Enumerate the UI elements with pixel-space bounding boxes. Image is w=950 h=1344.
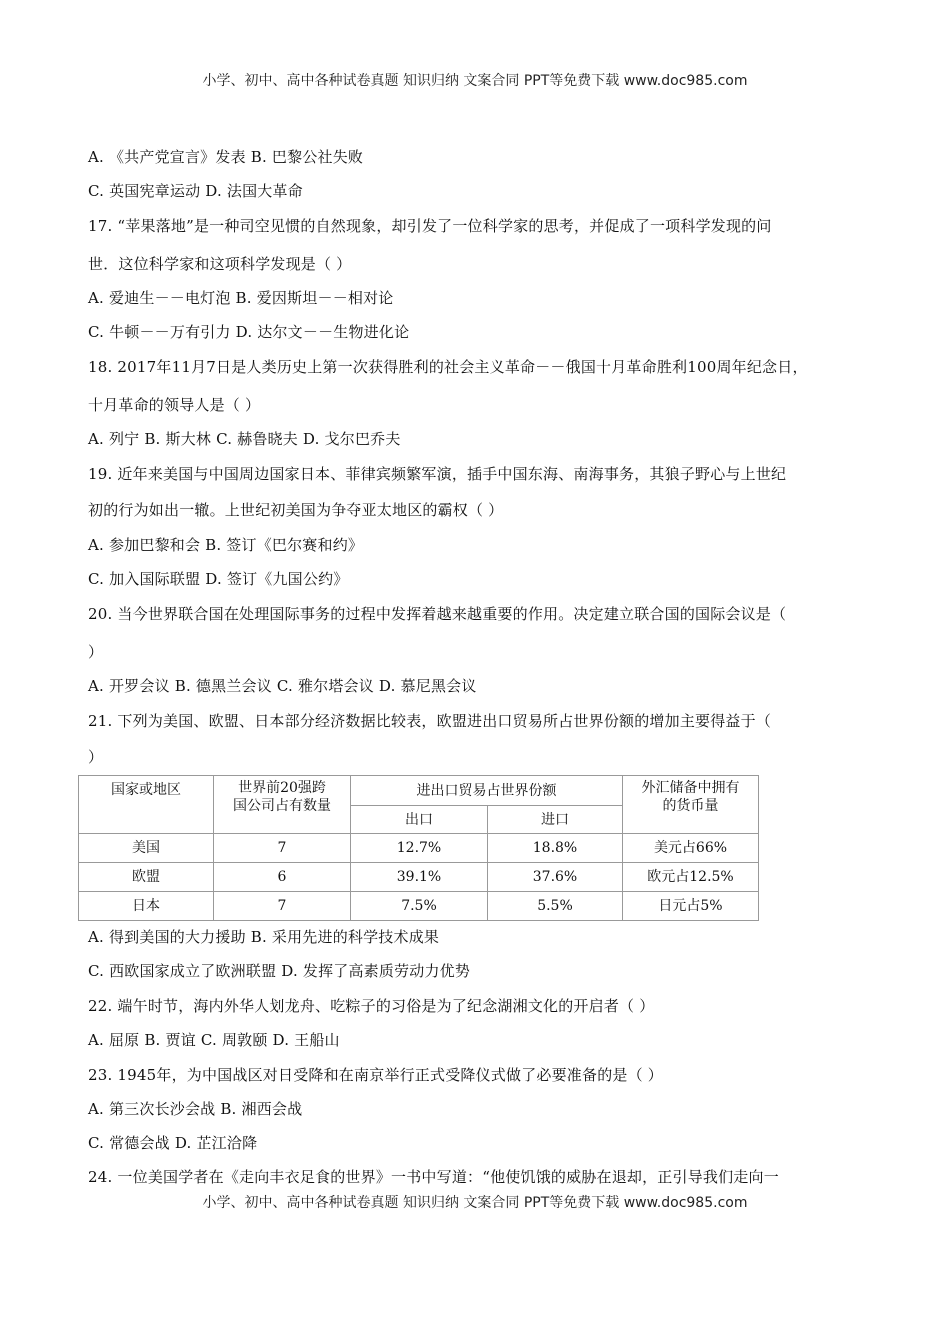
question-17: 17. “苹果落地”是一种司空见惯的自然现象，却引发了一位科学家的思考，并促成了一项科学发现的问 [88, 217, 772, 235]
header-reserve: 外汇储备中拥有 的货币量 [623, 776, 759, 834]
option-line: A. 屈原 B. 贾谊 C. 周敦颐 D. 王船山 [88, 1031, 340, 1049]
cell-region: 美国 [79, 834, 214, 863]
option-line: A. 列宁 B. 斯大林 C. 赫鲁晓夫 D. 戈尔巴乔夫 [88, 430, 401, 448]
cell-import: 5.5% [488, 892, 623, 921]
question-21-cont: ） [88, 748, 104, 766]
table-header-row [79, 776, 759, 806]
cell-companies: 6 [214, 863, 351, 892]
option-line: C. 常德会战 D. 芷江洽降 [88, 1134, 258, 1152]
page-footer: 小学、初中、高中各种试卷真题 知识归纳 文案合同 PPT等免费下载 www.doc985.com [202, 1195, 748, 1211]
question-20: 20. 当今世界联合国在处理国际事务的过程中发挥着越来越重要的作用。决定建立联合国的国际会议是（ [88, 605, 787, 623]
economic-data-table [78, 775, 759, 921]
option-line: A. 第三次长沙会战 B. 湘西会战 [88, 1100, 303, 1118]
page-header: 小学、初中、高中各种试卷真题 知识归纳 文案合同 PPT等免费下载 www.doc985.com [202, 73, 748, 89]
option-line: A. 开罗会议 B. 德黑兰会议 C. 雅尔塔会议 D. 慕尼黑会议 [88, 677, 477, 695]
question-19-cont: 初的行为如出一辙。上世纪初美国为争夺亚太地区的霸权（ ） [88, 501, 504, 519]
question-20-cont: ） [88, 643, 104, 661]
header-import: 进口 [488, 806, 623, 834]
cell-export: 7.5% [351, 892, 488, 921]
option-line: C. 加入国际联盟 D. 签订《九国公约》 [88, 570, 349, 588]
option-line: A. 《共产党宣言》发表 B. 巴黎公社失败 [88, 148, 364, 166]
table-row [79, 834, 759, 863]
header-export: 出口 [351, 806, 488, 834]
cell-reserve: 欧元占12.5% [623, 863, 759, 892]
question-24: 24. 一位美国学者在《走向丰衣足食的世界》一书中写道：“他使饥饿的威胁在退却，正引导我们走向一 [88, 1168, 779, 1186]
option-line: C. 牛顿－－万有引力 D. 达尔文－－生物进化论 [88, 323, 410, 341]
header-region: 国家或地区 [79, 776, 214, 834]
cell-region: 欧盟 [79, 863, 214, 892]
question-22: 22. 端午时节，海内外华人划龙舟、吃粽子的习俗是为了纪念湖湘文化的开启者（ ） [88, 997, 655, 1015]
option-line: C. 英国宪章运动 D. 法国大革命 [88, 182, 303, 200]
question-18-cont: 十月革命的领导人是（ ） [88, 396, 261, 414]
option-line: A. 爱迪生－－电灯泡 B. 爱因斯坦－－相对论 [88, 289, 394, 307]
cell-import: 37.6% [488, 863, 623, 892]
option-line: A. 得到美国的大力援助 B. 采用先进的科学技术成果 [88, 928, 440, 946]
cell-export: 12.7% [351, 834, 488, 863]
question-21: 21. 下列为美国、欧盟、日本部分经济数据比较表，欧盟进出口贸易所占世界份额的增加主要得益于（ [88, 712, 772, 730]
cell-export: 39.1% [351, 863, 488, 892]
table-row [79, 863, 759, 892]
cell-companies: 7 [214, 892, 351, 921]
cell-companies: 7 [214, 834, 351, 863]
table-row [79, 892, 759, 921]
cell-import: 18.8% [488, 834, 623, 863]
question-23: 23. 1945年，为中国战区对日受降和在南京举行正式受降仪式做了必要准备的是（ ） [88, 1066, 663, 1084]
question-18: 18. 2017年11月7日是人类历史上第一次获得胜利的社会主义革命－－俄国十月革命胜利100周年纪念日， [88, 358, 808, 376]
cell-reserve: 美元占66% [623, 834, 759, 863]
cell-reserve: 日元占5% [623, 892, 759, 921]
header-trade-share: 进出口贸易占世界份额 [351, 776, 623, 806]
cell-region: 日本 [79, 892, 214, 921]
option-line: A. 参加巴黎和会 B. 签订《巴尔赛和约》 [88, 536, 364, 554]
question-17-cont: 世．这位科学家和这项科学发现是（ ） [88, 255, 352, 273]
option-line: C. 西欧国家成立了欧洲联盟 D. 发挥了高素质劳动力优势 [88, 962, 471, 980]
header-companies: 世界前20强跨 国公司占有数量 [214, 776, 351, 834]
question-19: 19. 近年来美国与中国周边国家日本、菲律宾频繁军演，插手中国东海、南海事务，其狼子野心与上世纪 [88, 465, 787, 483]
